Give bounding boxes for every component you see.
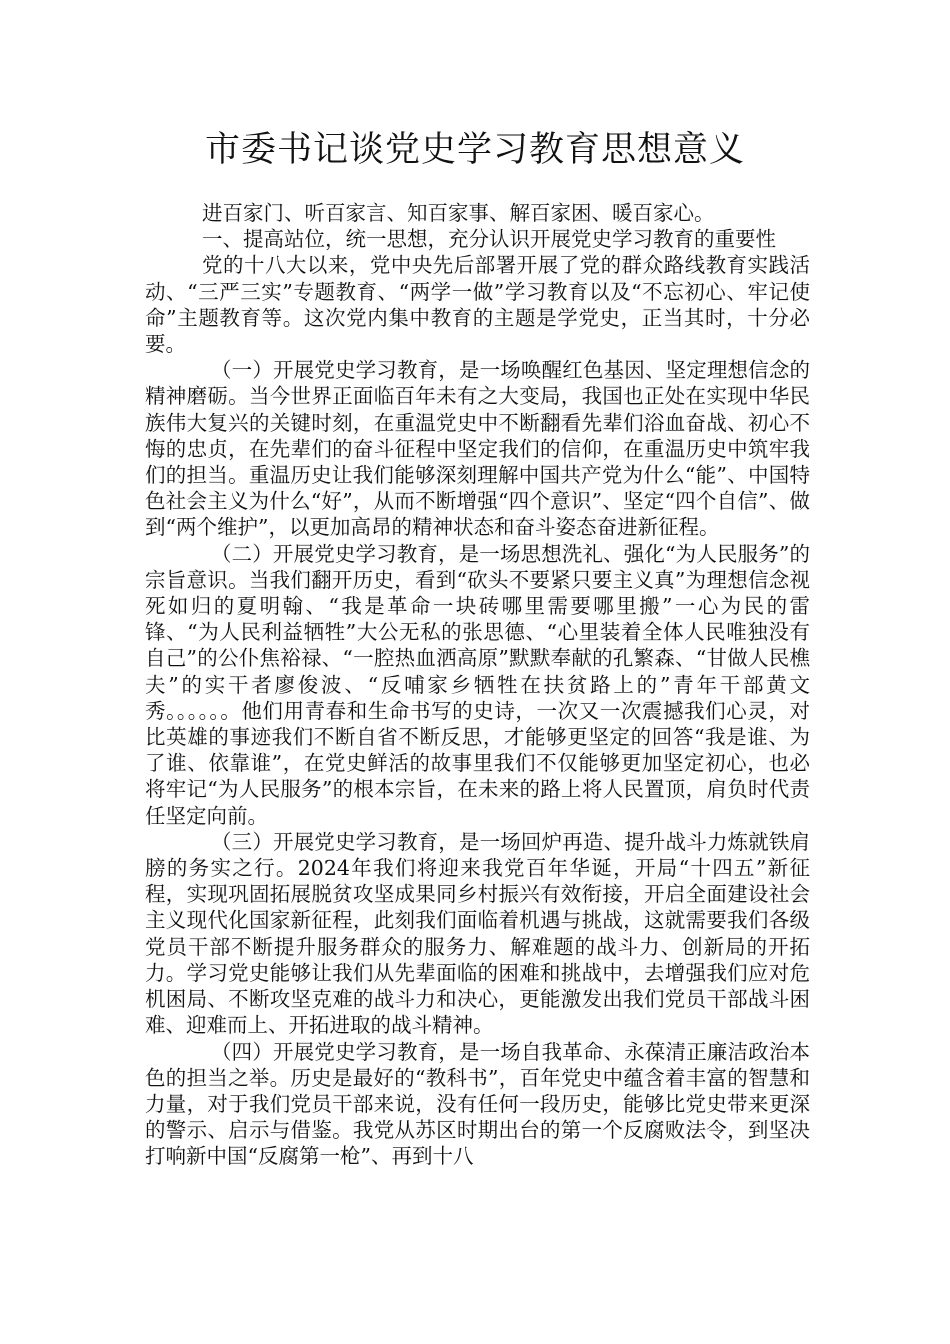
section-heading-1: 一、提高站位，统一思想，充分认识开展党史学习教育的重要性 bbox=[202, 227, 776, 252]
subsection-paragraph-1: （一）开展党史学习教育，是一场唤醒红色基因、坚定理想信念的精神磨砺。当今世界正面临百年未有之大变局，我国也正处在实现中华民族伟大复兴的关键时刻，在重温党史中不断翻看先辈们浴血奋战、初心不悔的忠贞，在先辈们的奋斗征程中坚定我们的信仰，在重温历史中筑牢我们的担当。重温历史让我们能够深刻理解中国共产党为什么“能”、中国特色社会主义为什么“好”，从而不断增强“四个意识”、坚定“四个自信”、做到“两个维护”，以更加高昂的精神状态和奋斗姿态奋进新征程。 bbox=[145, 358, 810, 540]
body-paragraph: 党的十八大以来，党中央先后部署开展了党的群众路线教育实践活动、“三严三实”专题教育、“两学一做”学习教育以及“不忘初心、牢记使命”主题教育等。这次党内集中教育的主题是学党史，正当其时，十分必要。 bbox=[145, 253, 810, 357]
document-body bbox=[145, 200, 810, 1170]
subsection-paragraph-2: （二）开展党史学习教育，是一场思想洗礼、强化“为人民服务”的宗旨意识。当我们翻开历史，看到“砍头不要紧只要主义真”为理想信念视死如归的夏明翰、“我是革命一块砖哪里需要哪里搬”一心为民的雷锋、“为人民利益牺牲”大公无私的张思德、“心里装着全体人民唯独没有自己”的公仆焦裕禄、“一腔热血洒高原”默默奉献的孔繁森、“甘做人民樵夫”的实干者廖俊波、“反哺家乡牺牲在扶贫路上的”青年干部黄文秀。。。。。。他们用青春和生命书写的史诗，一次又一次震撼我们心灵，对比英雄的事迹我们不断自省不断反思，才能够更坚定的回答“我是谁、为了谁、依靠谁”，在党史鲜活的故事里我们不仅能够更加坚定初心，也必将牢记“为人民服务”的根本宗旨，在未来的路上将人民置顶，肩负时代责任坚定向前。 bbox=[145, 541, 810, 828]
opening-line: 进百家门、听百家言、知百家事、解百家困、暖百家心。 bbox=[202, 201, 715, 225]
document-title: 市委书记谈党史学习教育思想意义 bbox=[204, 130, 745, 170]
subsection-paragraph-4: （四）开展党史学习教育，是一场自我革命、永葆清正廉洁政治本色的担当之举。历史是最好的“教科书”，百年党史中蕴含着丰富的智慧和力量，对于我们党员干部来说，没有任何一段历史，能够比党史带来更深的警示、启示与借鉴。我党从苏区时期出台的第一个反腐败法令，到坚决打响新中国“反腐第一枪”、再到十八 bbox=[145, 1039, 810, 1169]
subsection-paragraph-3: （三）开展党史学习教育，是一场回炉再造、提升战斗力炼就铁肩膀的务实之行。2024年我们将迎来我党百年华诞，开局“十四五”新征程，实现巩固拓展脱贫攻坚成果同乡村振兴有效衔接，开启全面建设社会主义现代化国家新征程，此刻我们面临着机遇与挑战，这就需要我们各级党员干部不断提升服务群众的服务力、解难题的战斗力、创新局的开拓力。学习党史能够让我们从先辈面临的困难和挑战中，去增强我们应对危机困局、不断攻坚克难的战斗力和决心，更能激发出我们党员干部战斗困难、迎难而上、开拓进取的战斗精神。 bbox=[145, 829, 810, 1038]
